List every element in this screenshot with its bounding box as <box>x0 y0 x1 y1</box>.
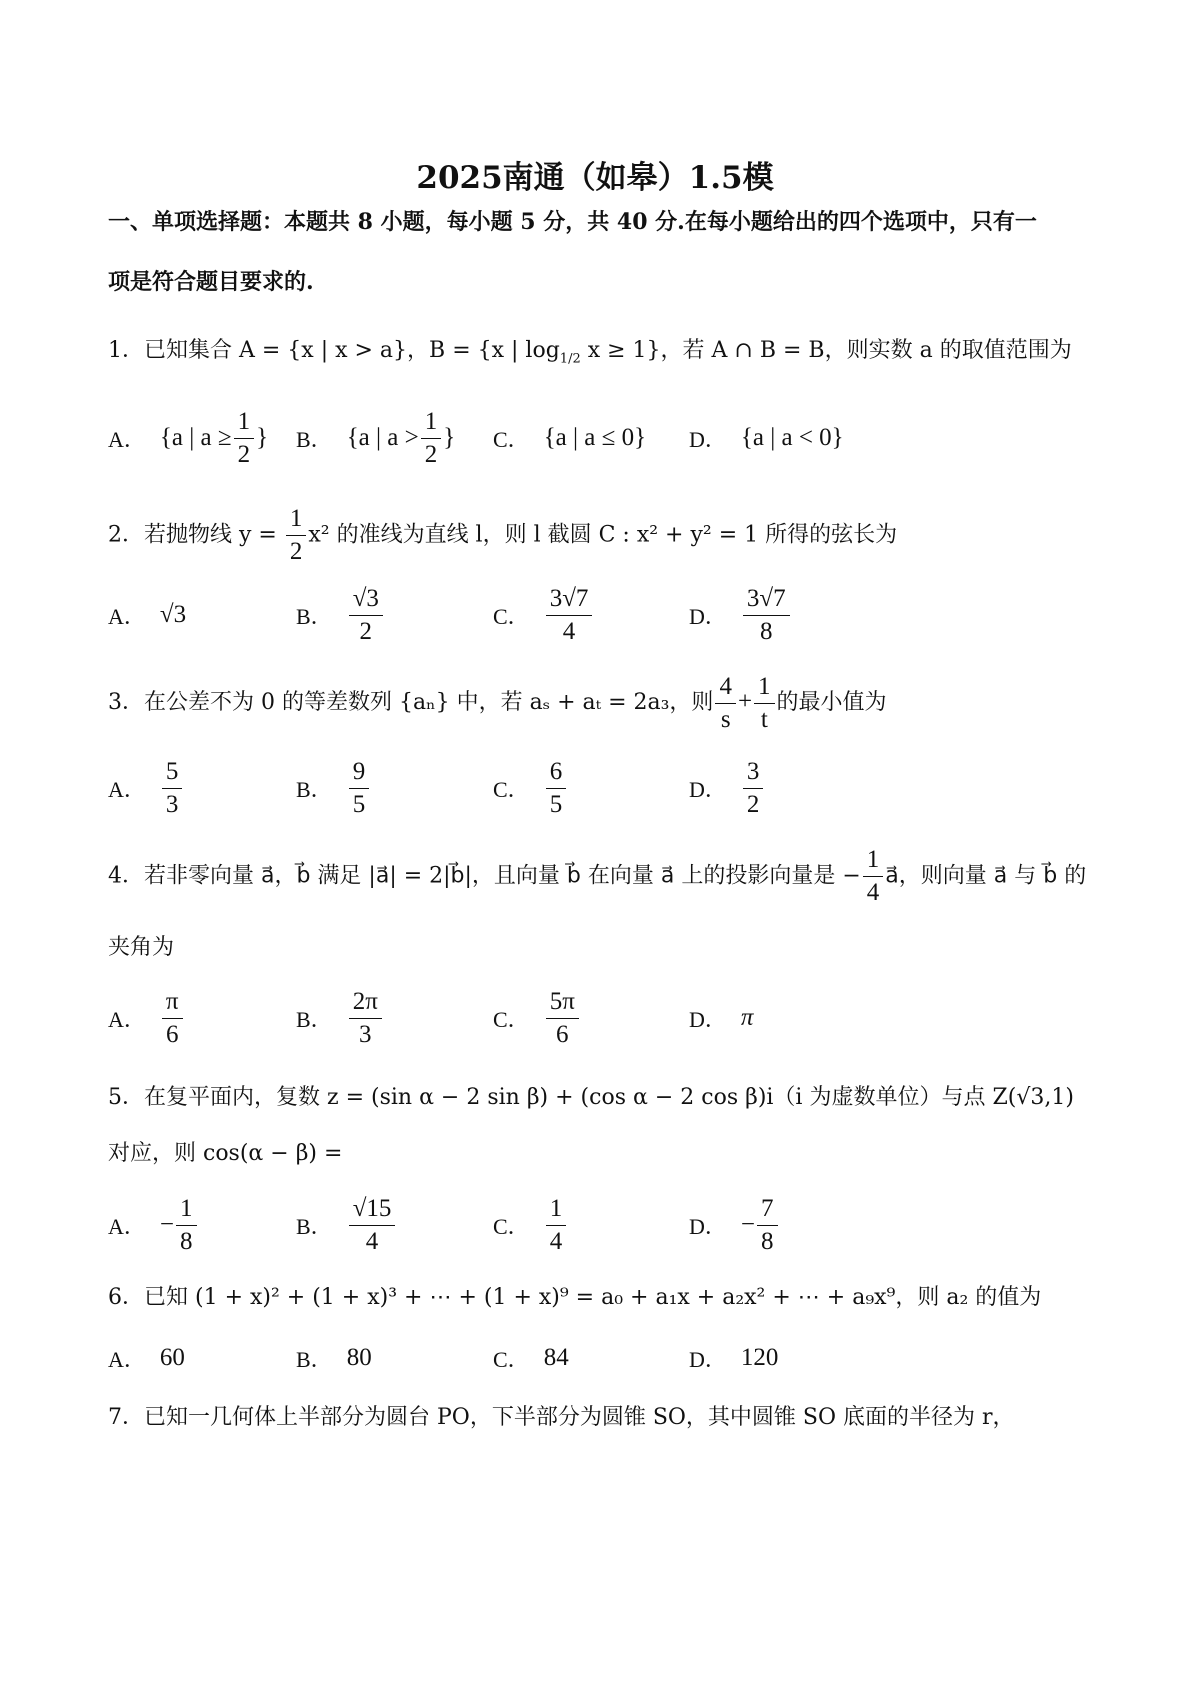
page-title: 2025南通（如皋）1.5模 <box>416 160 774 196</box>
q2-option-c[interactable]: C． $\frac{3√7}{4}$ <box>493 585 594 645</box>
question-4-stem-cont: 夹角为 <box>108 935 175 960</box>
question-4-options <box>108 988 1098 1048</box>
section-heading-line1: 一、单项选择题：本题共 8 小题，每小题 5 分，共 40 分.在每小题给出的四个选项中，只有一 <box>108 209 1037 235</box>
q4-option-c[interactable]: C． $\frac{5\pi}{6}$ <box>493 988 581 1048</box>
q6-option-d[interactable]: D． 120 <box>689 1344 779 1372</box>
q5-option-d[interactable]: D． − $\frac{7}{8}$ <box>689 1195 780 1255</box>
q5-option-c[interactable]: C． $\frac{1}{4}$ <box>493 1195 568 1255</box>
q3-option-c[interactable]: C． $\frac{6}{5}$ <box>493 758 568 818</box>
question-5-stem: 5．在复平面内，复数 z = (sin α − 2 sin β) + (cos α − 2 cos β)i（i 为虚数单位）与点 Z(√3,1) <box>108 1085 1074 1110</box>
q1-b-fraction: $\frac{1}{2}$ <box>421 408 442 469</box>
question-5-options <box>108 1195 1098 1255</box>
q2-option-a[interactable]: A． √3 <box>108 601 187 629</box>
question-1-stem <box>108 333 1098 377</box>
q2-stem-fraction: $\frac{1}{2}$ <box>286 505 307 566</box>
q5-option-a[interactable]: A． − $\frac{1}{8}$ <box>108 1195 199 1255</box>
q6-option-b[interactable]: B． 80 <box>296 1344 372 1372</box>
q1-option-b[interactable]: B． {a | a > $\frac{1}{2}$ } <box>296 407 456 468</box>
q4-option-b[interactable]: B． $\frac{2\pi}{3}$ <box>296 988 384 1048</box>
q5-option-b[interactable]: B． $\frac{√15}{4}$ <box>296 1195 397 1255</box>
question-7-stem: 7．已知一几何体上半部分为圆台 PO，下半部分为圆锥 SO，其中圆锥 SO 底面的半径为 r， <box>108 1405 1015 1430</box>
q1-stem-text: 1．已知集合 A = {x | x > a}，B = {x | log <box>108 338 560 363</box>
question-3-options <box>108 758 1098 818</box>
q1-a-fraction: $\frac{1}{2}$ <box>234 408 255 469</box>
q1-log-base: 1/2 <box>559 351 581 367</box>
q3-option-b[interactable]: B． $\frac{9}{5}$ <box>296 758 371 818</box>
question-2-options <box>108 585 1098 645</box>
q6-option-c[interactable]: C． 84 <box>493 1344 569 1372</box>
q4-option-d[interactable]: D． π <box>689 1004 754 1032</box>
q1-option-c[interactable]: C． {a | a ≤ 0} <box>493 424 647 452</box>
question-1-options <box>108 408 1098 468</box>
question-2-stem: 2．若抛物线 y = $\frac{1}{2}$ x² 的准线为直线 l，则 l 截圆 C : x² + y² = 1 所得的弦长为 <box>108 505 898 565</box>
q3-option-d[interactable]: D． $\frac{3}{2}$ <box>689 758 765 818</box>
question-4-stem: 4．若非零向量 a⃗，b⃗ 满足 |a⃗| = 2|b⃗|，且向量 b⃗ 在向量 a⃗ 上的投影向量是 − $\frac{1}{4}$ a⃗，则向量 a⃗ 与 b⃗ 的 <box>108 846 1087 906</box>
question-3-stem: 3．在公差不为 0 的等差数列 {aₙ} 中，若 aₛ + aₜ = 2a₃，则 $\frac{4}{s}$ + $\frac{1}{t}$ 的最小值为 <box>108 672 887 733</box>
section-heading-line2: 项是符合题目要求的. <box>108 269 314 295</box>
q2-option-d[interactable]: D． $\frac{3√7}{8}$ <box>689 585 792 645</box>
q4-option-a[interactable]: A． $\frac{\pi}{6}$ <box>108 988 185 1048</box>
q6-option-a[interactable]: A． 60 <box>108 1344 185 1372</box>
question-5-stem-cont: 对应，则 cos(α − β) = <box>108 1141 343 1166</box>
question-6-stem: 6．已知 (1 + x)² + (1 + x)³ + ⋯ + (1 + x)⁹ = a₀ + a₁x + a₂x² + ⋯ + a₉x⁹，则 a₂ 的值为 <box>108 1285 1042 1310</box>
q3-option-a[interactable]: A． $\frac{5}{3}$ <box>108 758 184 818</box>
q1-stem-after: x ≥ 1}，若 A ∩ B = B，则实数 a 的取值范围为 <box>580 338 1072 363</box>
question-6-options <box>108 1328 1098 1388</box>
q1-option-a[interactable]: A． {a | a ≥ $\frac{1}{2}$ } <box>108 407 269 468</box>
q1-option-d[interactable]: D． {a | a < 0} <box>689 424 844 452</box>
q2-option-b[interactable]: B． $\frac{√3}{2}$ <box>296 585 385 645</box>
